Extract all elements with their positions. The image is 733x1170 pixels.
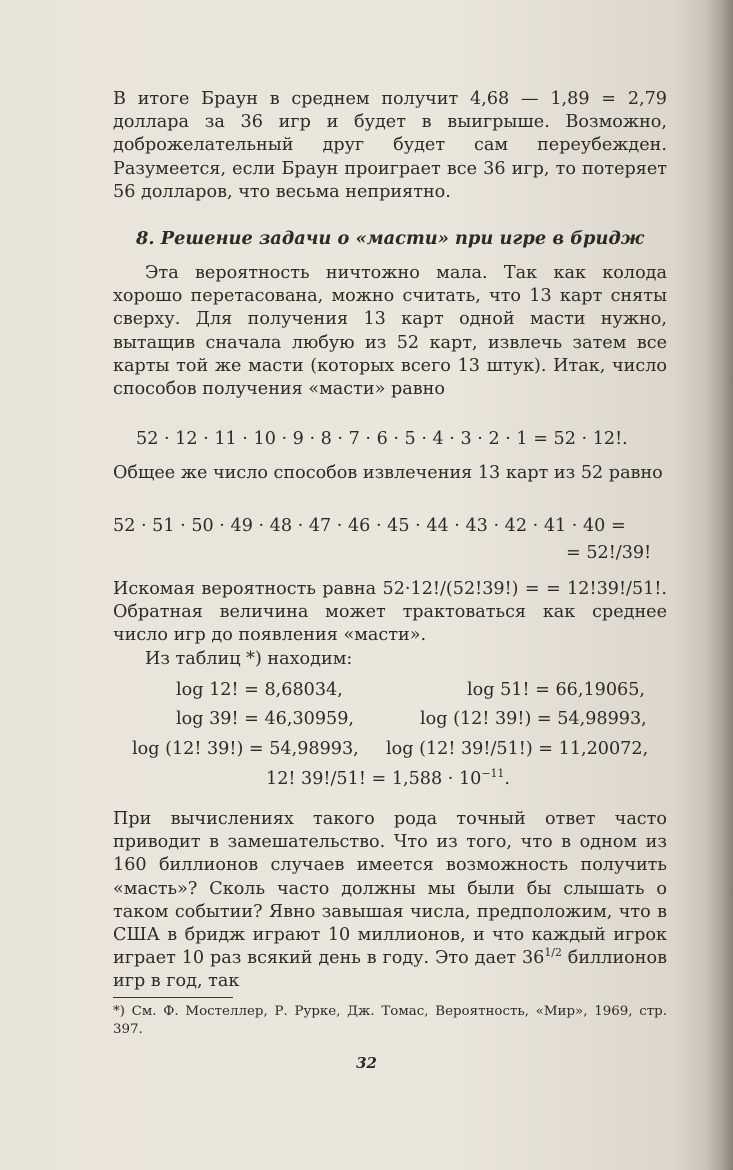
paragraph-6-main: При вычислениях такого рода точный ответ часто приводит в замешательство. Что из того, что в одном из 160 биллионов случаев имеется возможность получить «масть»? Сколь часто должны мы были бы слышать о таком событии? Явно завышая числа, предположим, что в США в бридж играют 10 миллионов, и что каждый игрок играет 10 раз всякий день в году. Это дает 36 — [113, 809, 667, 969]
log-12: log 12! = 8,68034, — [176, 680, 343, 700]
log-51: log 51! = 66,19065, — [467, 680, 645, 700]
formula-suit-ways: 52 · 12 · 11 · 10 · 9 · 8 · 7 · 6 · 5 · 4 · 3 · 2 · 1 = 52 · 12!. — [136, 429, 628, 449]
probability-exponent: −11 — [481, 767, 505, 781]
paragraph-6-end: биллионов игр в год, так — [113, 948, 668, 992]
paragraph-5: Из таблиц *) находим: — [145, 649, 353, 669]
paragraph-3: Общее же число способов извлечения 13 карт из 52 равно — [113, 463, 663, 483]
probability-result — [266, 769, 510, 789]
paragraph-1: В итоге Браун в среднем получит 4,68 — 1,89 = 2,79 доллара за 36 игр и будет в выигрыше. Возможно, доброжелательный друг будет сам переубежден. Разумеется, если Браун проиграет все 36 игр, то потеряет 56 долларов, что весьма неприятно. — [113, 89, 667, 202]
log-12-39: log (12! 39!) = 54,98993, — [420, 709, 647, 729]
section-heading: 8. Решение задачи о «масти» при игре в бридж — [136, 228, 644, 249]
paragraph-4: Искомая вероятность равна 52·12!/(52!39!) = = 12!39!/51!. Обратная величина может трактоваться как среднее число игр до появления «масти». — [113, 579, 667, 646]
log-ratio: log (12! 39!/51!) = 11,20072, — [386, 739, 649, 759]
paragraph-2: Эта вероятность ничтожно мала. Так как колода хорошо перетасована, можно считать, что 13 карт сняты сверху. Для получения 13 карт одной масти нужно, вытащив сначала любую из 52 карт, извлечь затем все карты той же масти (которых всего 13 штук). Итак, число способов получения «масти» равно — [113, 263, 667, 400]
footnote-rule — [113, 997, 233, 998]
formula-total-ways-line1: 52 · 51 · 50 · 49 · 48 · 47 · 46 · 45 · 44 · 43 · 42 · 41 · 40 = — [113, 516, 626, 536]
paragraph-6-fraction: 1/2 — [544, 946, 562, 960]
formula-total-ways-line2: = 52!/39! — [566, 543, 652, 563]
log-39: log 39! = 46,30959, — [176, 709, 354, 729]
page-number: 32 — [356, 1054, 377, 1072]
probability-base: 12! 39!/51! = 1,588 · 10 — [266, 769, 482, 789]
log-12-39-repeat: log (12! 39!) = 54,98993, — [132, 739, 359, 759]
probability-period: . — [504, 769, 510, 789]
book-spine-shadow — [707, 0, 733, 1170]
paragraph-6 — [113, 808, 667, 994]
footnote: *) См. Ф. Мостеллер, Р. Рурке, Дж. Томас, Вероятность, «Мир», 1969, стр. 397. — [113, 1004, 667, 1037]
